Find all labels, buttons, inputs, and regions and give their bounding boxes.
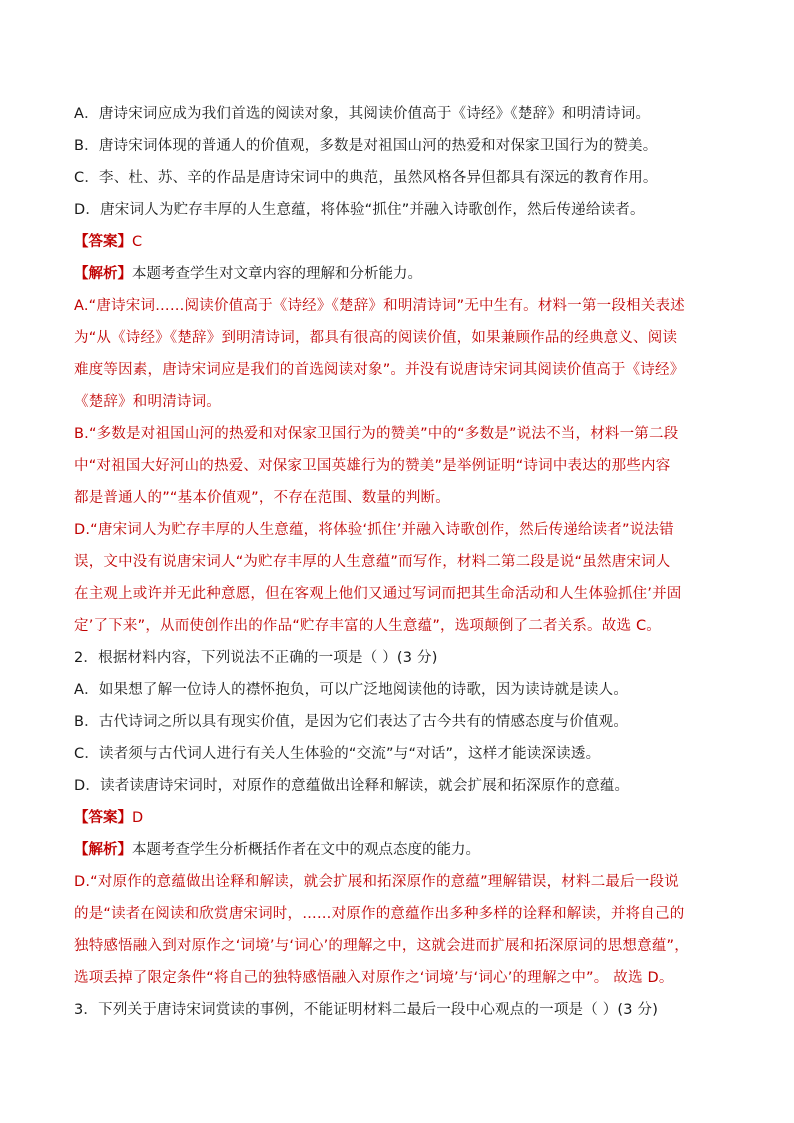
q2-option-c: C．读者须与古代词人进行有关人生体验的“交流”与“对话”，这样才能读深读透。 [74,746,601,762]
analysis-intro: 本题考查学生分析概括作者在文中的观点态度的能力。 [132,842,480,858]
q1-option-a: A．唐诗宋词应成为我们首选的阅读对象，其阅读价值高于《诗经》《楚辞》和明清诗词。 [74,106,651,122]
q1-analysis-line: A.“唐诗宋词……阅读价值高于《诗经》《楚辞》和明清诗词”无中生有。材料一第一段相关表述 [74,298,685,314]
q1-analysis-line: D.“唐宋词人为贮存丰厚的人生意蕴，将体验‘抓住’并融入诗歌创作，然后传递给读者”说法错 [74,522,674,538]
q2-analysis-heading [74,834,746,866]
q1-analysis-line: 难度等因素，唐诗宋词应是我们的首选阅读对象”。并没有说唐诗宋词其阅读价值高于《诗经》 [74,362,685,378]
q1-analysis-line: B.“多数是对祖国山河的热爱和对保家卫国行为的赞美”中的“多数是”说法不当，材料一第二段 [74,426,679,442]
answer-value: D [132,810,144,826]
q1-analysis-line: 为“从《诗经》《楚辞》到明清诗词，都具有很高的阅读价值，如果兼顾作品的经典意义、阅读 [74,330,678,346]
q2-option-d: D．读者读唐诗宋词时，对原作的意蕴做出诠释和解读，就会扩展和拓深原作的意蕴。 [74,778,630,794]
q1-option-d: D．唐宋词人为贮存丰厚的人生意蕴，将体验“抓住”并融入诗歌创作，然后传递给读者。 [74,202,645,218]
q2-analysis-line: 独特感悟融入到对原作之‘词境’与‘词心’的理解之中，这就会进而扩展和拓深原词的思想意蕴”， [74,938,689,954]
q2-stem: 2．根据材料内容，下列说法不正确的一项是（ ）(3 分) [74,650,438,666]
answer-tag: 【答案】 [74,810,132,826]
q1-analysis-line: 都是普通人的”“基本价值观”，不存在范围、数量的判断。 [74,490,450,506]
answer-value: C [132,234,143,250]
document-body [74,98,746,1026]
q2-analysis-line: D.“对原作的意蕴做出诠释和解读，就会扩展和拓深原作的意蕴”理解错误，材料二最后一段说 [74,874,679,890]
q1-analysis-line: 中“对祖国大好河山的热爱、对保家卫国英雄行为的赞美”是举例证明“诗词中表达的那些内容 [74,458,671,474]
analysis-tag: 【解析】 [74,266,132,282]
q3-stem: 3．下列关于唐诗宋词赏读的事例，不能证明材料二最后一段中心观点的一项是（ ）(3 分) [74,1002,659,1018]
q1-analysis-line: 《楚辞》和明清诗词。 [74,394,221,410]
q1-analysis-heading [74,258,746,290]
analysis-intro: 本题考查学生对文章内容的理解和分析能力。 [132,266,422,282]
q1-analysis-line: 定’了下来”，从而使创作出的作品“贮存丰富的人生意蕴”，选项颠倒了二者关系。故选 C。 [74,618,661,634]
q2-analysis-line: 选项丢掉了限定条件“将自己的独特感悟融入对原作之‘词境’与‘词心’的理解之中”。 故选 D。 [74,970,674,986]
q1-analysis-line: 误，文中没有说唐宋词人“为贮存丰厚的人生意蕴”而写作，材料二第二段是说“虽然唐宋词人 [74,554,671,570]
analysis-tag: 【解析】 [74,842,132,858]
q2-option-b: B．古代诗词之所以具有现实价值，是因为它们表达了古今共有的情感态度与价值观。 [74,714,629,730]
q1-answer [74,226,746,258]
q1-analysis-line: 在主观上或许并无此种意愿，但在客观上他们又通过写词而把其生命活动和人生体验抓住’并固 [74,586,682,602]
q2-answer [74,802,746,834]
q1-option-b: B．唐诗宋词体现的普通人的价值观，多数是对祖国山河的热爱和对保家卫国行为的赞美。 [74,138,658,154]
q1-option-c: C．李、杜、苏、辛的作品是唐诗宋词中的典范，虽然风格各异但都具有深远的教育作用。 [74,170,658,186]
q2-analysis-line: 的是“读者在阅读和欣赏唐宋词时，……对原作的意蕴作出多种多样的诠释和解读，并将自己的 [74,906,685,922]
answer-tag: 【答案】 [74,234,132,250]
q2-option-a: A．如果想了解一位诗人的襟怀抱负，可以广泛地阅读他的诗歌，因为读诗就是读人。 [74,682,629,698]
